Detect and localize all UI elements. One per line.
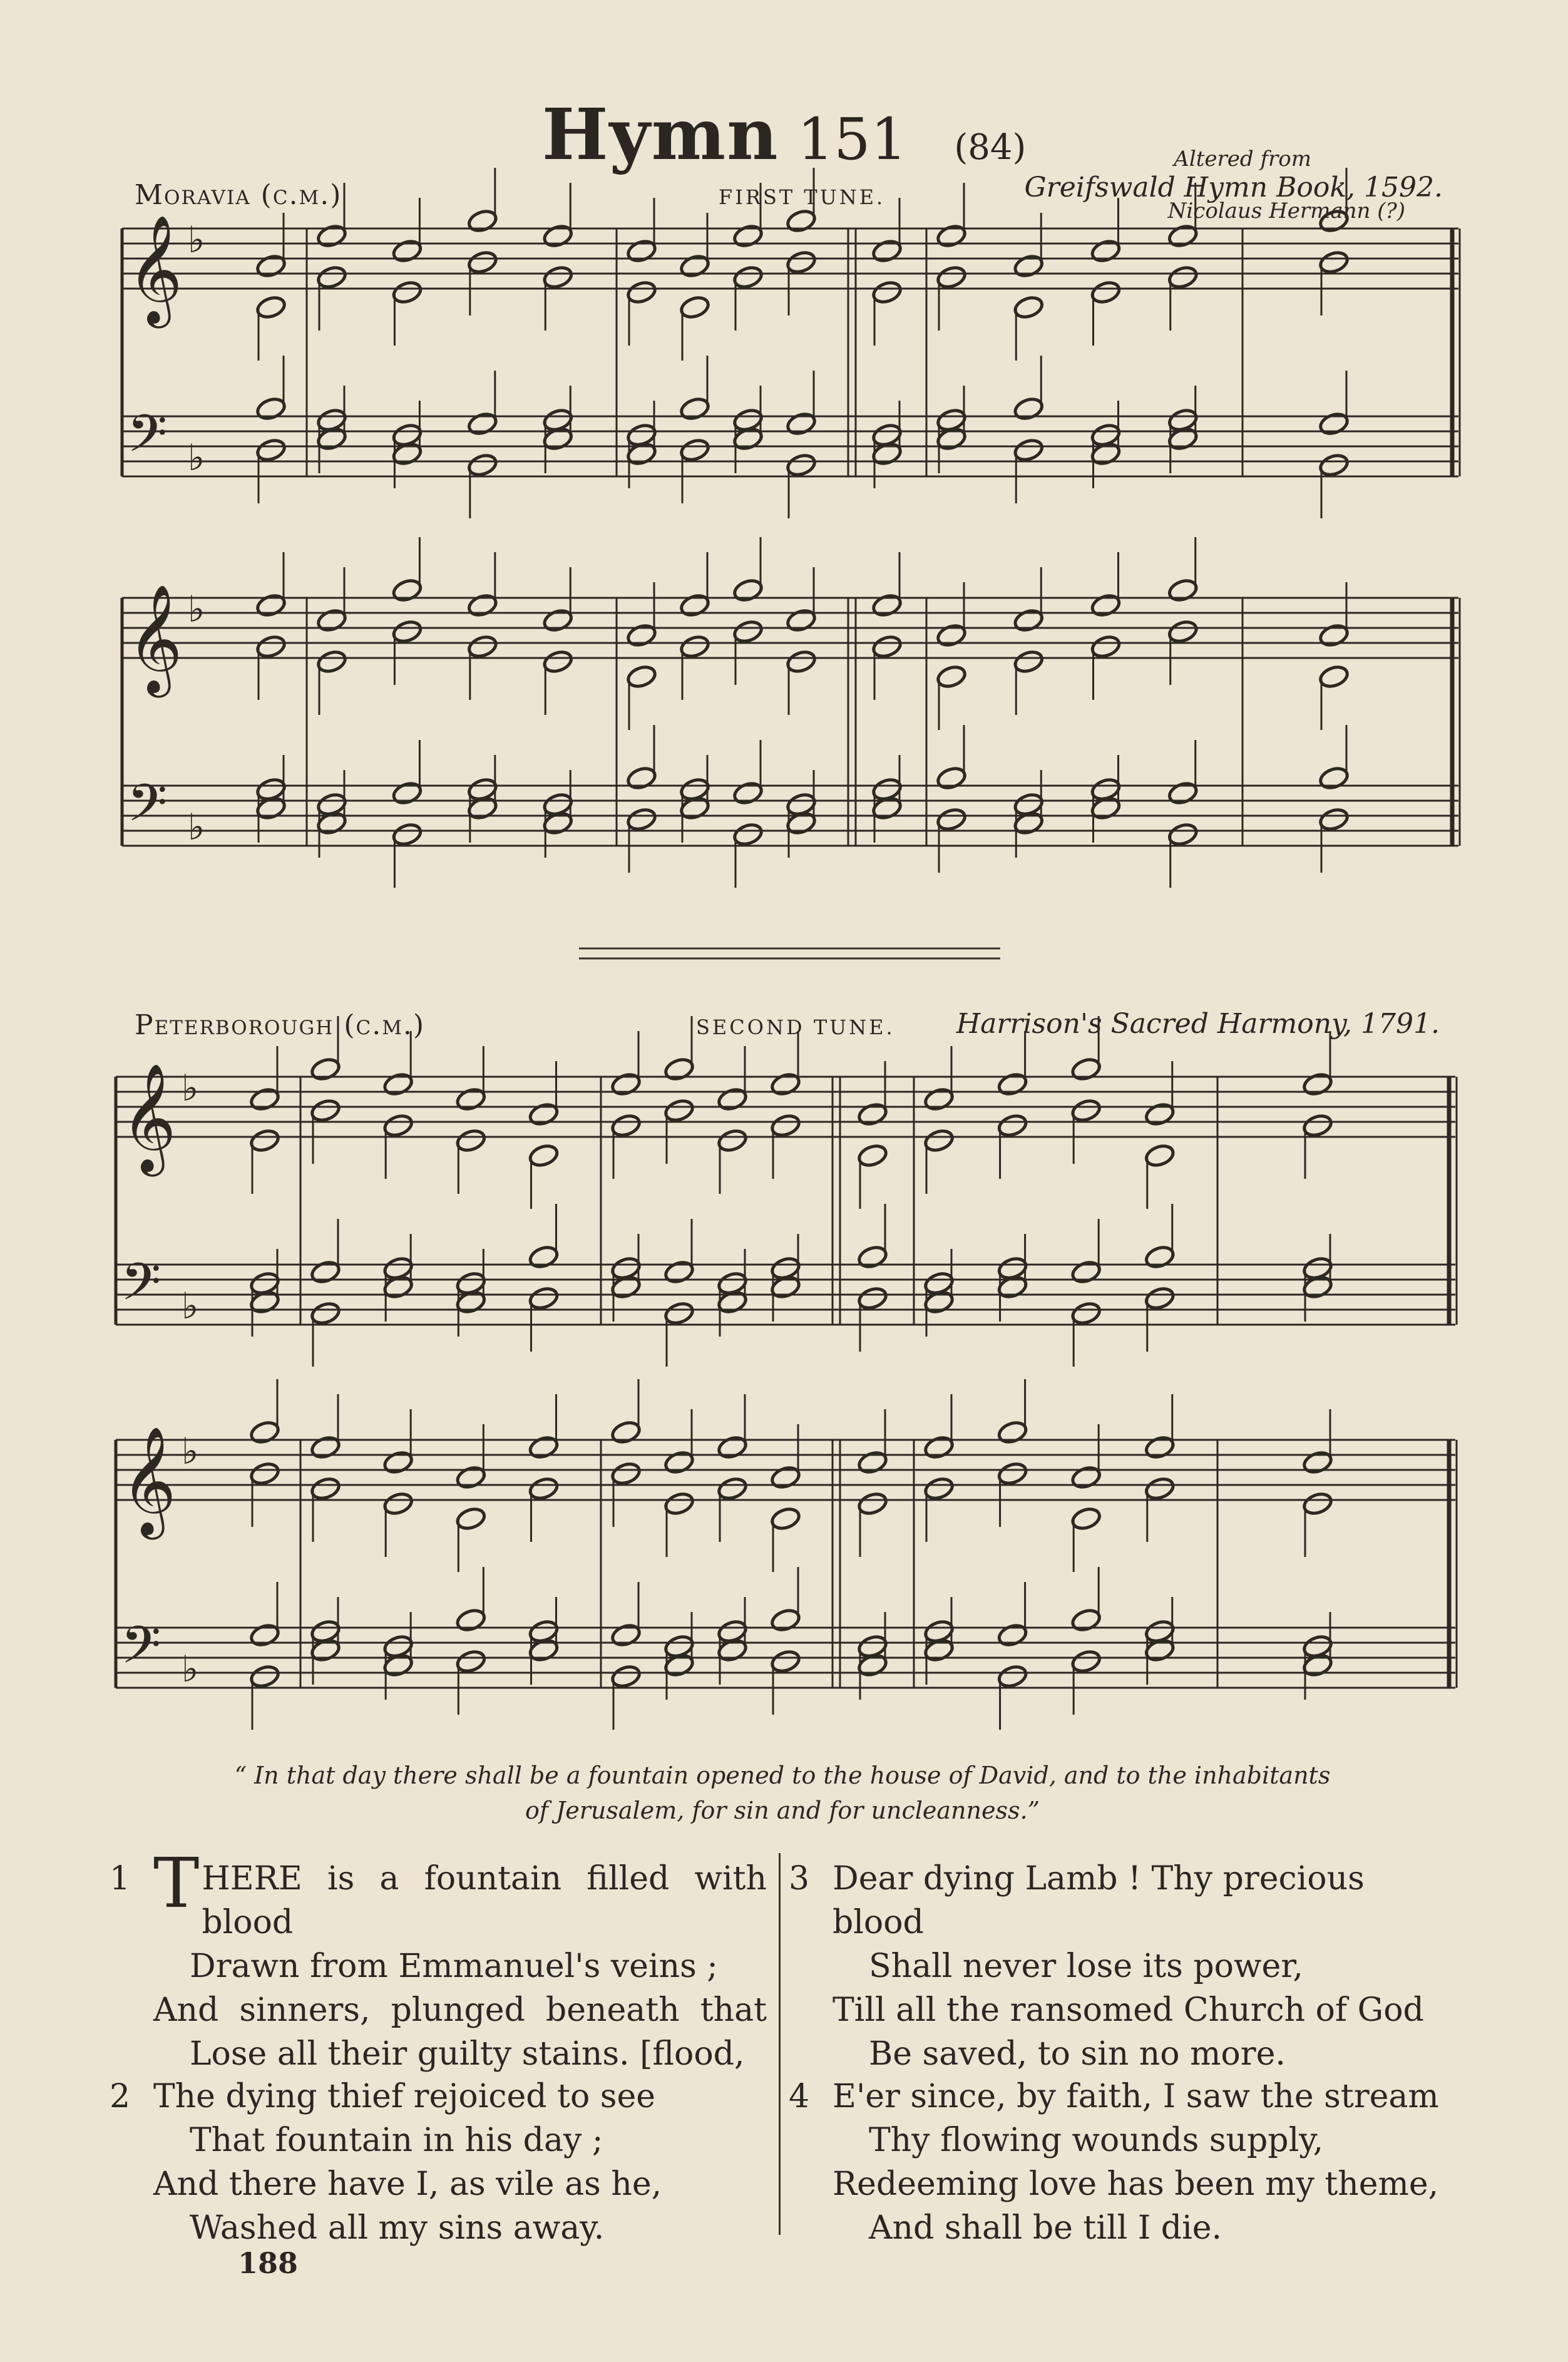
note-head	[1318, 411, 1350, 436]
verse-1	[110, 1843, 767, 2076]
hymn-alt-number: (84)	[954, 127, 1027, 168]
note-head	[997, 1071, 1028, 1097]
note-head	[936, 223, 968, 249]
note-head	[664, 1633, 695, 1659]
tune-1-source-line-2: Greifswald Hymn Book, 1592.	[1024, 172, 1443, 203]
note-head	[528, 1142, 560, 1168]
note-head	[466, 452, 498, 478]
flat-icon: ♭	[182, 1067, 199, 1109]
verse-1-number: 1	[110, 1860, 131, 1897]
note-head	[786, 607, 817, 633]
note-head	[528, 1618, 560, 1644]
verse-2	[110, 2075, 767, 2250]
note-head	[466, 249, 498, 275]
note-head	[936, 407, 968, 433]
note-head	[610, 1255, 642, 1281]
note-head	[1302, 1255, 1334, 1281]
note-head	[455, 1086, 487, 1112]
note-head	[732, 223, 764, 249]
note-head	[455, 1506, 487, 1531]
note-head	[249, 1270, 281, 1296]
tune-2-source: Harrison's Sacred Harmony, 1791.	[956, 1008, 1440, 1040]
note-head	[1144, 1101, 1176, 1127]
note-head	[542, 407, 574, 433]
note-head	[455, 1127, 487, 1153]
treble-clef-icon: 𝄞	[121, 1426, 177, 1535]
note-head	[923, 1086, 955, 1112]
note-head	[1013, 437, 1045, 463]
note-head	[1070, 1300, 1102, 1326]
note-head	[542, 791, 574, 817]
note-head	[871, 592, 903, 618]
note-head	[255, 592, 287, 618]
note-head	[1144, 1476, 1176, 1501]
note-head	[786, 791, 817, 817]
note-head	[923, 1618, 955, 1644]
note-head	[466, 634, 498, 659]
note-head	[1013, 649, 1045, 674]
note-head	[455, 1270, 487, 1296]
verse-1-line-3: And sinners, plunged beneath that	[153, 1991, 767, 2029]
bass-clef-icon: 𝄢	[121, 1251, 161, 1325]
verse-3-number: 3	[789, 1860, 810, 1897]
note-head	[626, 622, 658, 648]
note-head	[542, 223, 574, 249]
note-head	[528, 1285, 560, 1311]
verse-3-line-1: Dear dying Lamb ! Thy precious blood	[833, 1860, 1365, 1941]
note-head	[1070, 1648, 1102, 1674]
note-head	[679, 776, 711, 802]
tune-2-label: SECOND TUNE.	[696, 1015, 895, 1039]
note-head	[1167, 821, 1199, 847]
note-head	[1070, 1097, 1102, 1123]
note-head	[717, 1476, 749, 1501]
note-head	[249, 1622, 281, 1648]
note-head	[770, 1112, 802, 1138]
note-head	[923, 1434, 955, 1460]
note-head	[528, 1101, 560, 1127]
note-head	[1013, 396, 1045, 421]
page-number: 188	[238, 2246, 299, 2280]
note-head	[316, 223, 348, 249]
note-head	[770, 1506, 802, 1531]
note-head	[770, 1607, 802, 1633]
note-head	[466, 592, 498, 618]
note-head	[1013, 294, 1045, 320]
note-head	[770, 1071, 802, 1097]
note-head	[1013, 607, 1045, 633]
note-head	[316, 649, 348, 674]
note-head	[1070, 1506, 1102, 1531]
note-head	[857, 1449, 889, 1475]
note-head	[391, 821, 423, 847]
note-head	[770, 1255, 802, 1281]
verse-2-line-2: That fountain in his day ;	[190, 2122, 603, 2159]
note-head	[871, 776, 903, 802]
note-head	[857, 1244, 889, 1270]
column-divider	[779, 1853, 781, 2235]
note-head	[255, 634, 287, 659]
note-head	[717, 1086, 749, 1112]
note-head	[249, 1127, 281, 1153]
note-head	[249, 1461, 281, 1486]
note-head	[770, 1648, 802, 1674]
note-head	[1302, 1449, 1334, 1475]
note-head	[310, 1259, 342, 1285]
note-head	[310, 1056, 342, 1082]
note-head	[1318, 806, 1350, 832]
note-head	[997, 1461, 1028, 1486]
note-head	[255, 437, 287, 463]
note-head	[391, 619, 423, 644]
bass-clef-icon: 𝄢	[121, 1615, 161, 1688]
verse-4-line-3: Redeeming love has been my theme,	[833, 2165, 1439, 2203]
note-head	[1090, 776, 1122, 802]
note-head	[382, 1255, 414, 1281]
scripture-line-2: of Jerusalem, for sin and for uncleanness.”	[525, 1797, 1040, 1824]
note-head	[255, 776, 287, 802]
treble-clef-icon: 𝄞	[127, 584, 183, 693]
note-head	[455, 1464, 487, 1490]
note-head	[1090, 634, 1122, 659]
note-head	[1070, 1056, 1102, 1082]
note-head	[997, 1112, 1028, 1138]
note-head	[717, 1434, 749, 1460]
note-head	[1013, 791, 1045, 817]
note-head	[610, 1461, 642, 1486]
verse-2-number: 2	[110, 2078, 131, 2115]
bass-clef-icon: 𝄢	[127, 403, 168, 476]
treble-clef-icon: 𝄞	[127, 215, 183, 324]
verse-1-dropcap: T	[153, 1843, 200, 1923]
note-head	[717, 1270, 749, 1296]
note-head	[382, 1112, 414, 1138]
scripture-quote	[156, 1758, 1408, 1828]
note-head	[936, 664, 968, 689]
note-head	[626, 279, 658, 305]
note-head	[466, 208, 498, 234]
flat-icon: ♭	[182, 1648, 199, 1690]
note-head	[786, 452, 817, 478]
note-head	[857, 1633, 889, 1659]
note-head	[923, 1270, 955, 1296]
verse-3-line-4: Be saved, to sin no more.	[869, 2035, 1286, 2073]
verse-4-line-4: And shall be till I die.	[869, 2209, 1222, 2247]
note-head	[255, 396, 287, 421]
note-head	[249, 1086, 281, 1112]
note-head	[732, 264, 764, 290]
note-head	[871, 634, 903, 659]
note-head	[679, 592, 711, 618]
note-head	[382, 1071, 414, 1097]
verse-1-line-2: Drawn from Emmanuel's veins ;	[190, 1948, 718, 1985]
tune-1-source-line-3: Nicolaus Hermann (?)	[1167, 198, 1405, 223]
note-head	[528, 1434, 560, 1460]
note-head	[249, 1419, 281, 1445]
note-head	[1302, 1633, 1334, 1659]
note-head	[626, 238, 658, 264]
note-head	[391, 238, 423, 264]
verse-3-line-3: Till all the ransomed Church of God	[833, 1991, 1424, 2029]
note-head	[732, 821, 764, 847]
hymn-number: 151	[797, 106, 908, 173]
note-head	[1144, 1618, 1176, 1644]
bass-clef-icon: 𝄢	[127, 773, 168, 846]
flat-icon: ♭	[188, 218, 205, 261]
note-head	[316, 607, 348, 633]
note-head	[857, 1285, 889, 1311]
note-head	[626, 422, 658, 448]
note-head	[542, 607, 574, 633]
note-head	[466, 776, 498, 802]
note-head	[310, 1476, 342, 1501]
verse-4-number: 4	[789, 2078, 810, 2115]
note-head	[455, 1648, 487, 1674]
note-head	[1167, 407, 1199, 433]
note-head	[310, 1097, 342, 1123]
note-head	[1167, 223, 1199, 249]
flat-icon: ♭	[188, 588, 205, 630]
note-head	[923, 1476, 955, 1501]
note-head	[626, 806, 658, 832]
note-head	[936, 264, 968, 290]
note-head	[382, 1449, 414, 1475]
note-head	[610, 1622, 642, 1648]
note-head	[391, 577, 423, 603]
tune-1-name: Moravia (c.m.)	[135, 179, 342, 211]
hymn-label: Hymn	[541, 94, 779, 176]
note-head	[786, 649, 817, 674]
note-head	[936, 806, 968, 832]
note-head	[626, 765, 658, 791]
note-head	[664, 1300, 695, 1326]
note-head	[391, 780, 423, 806]
note-head	[528, 1244, 560, 1270]
note-head	[310, 1434, 342, 1460]
note-head	[1318, 765, 1350, 791]
note-head	[528, 1476, 560, 1501]
note-head	[997, 1419, 1028, 1445]
note-head	[857, 1491, 889, 1516]
note-head	[610, 1112, 642, 1138]
note-head	[679, 634, 711, 659]
note-head	[732, 619, 764, 644]
note-head	[391, 279, 423, 305]
note-head	[1144, 1244, 1176, 1270]
note-head	[664, 1097, 695, 1123]
tune-1-source-line-1: Altered from	[1174, 146, 1311, 172]
note-head	[610, 1071, 642, 1097]
flat-icon: ♭	[188, 436, 205, 479]
note-head	[1167, 619, 1199, 644]
note-head	[249, 1663, 281, 1689]
note-head	[1070, 1464, 1102, 1490]
note-head	[1302, 1071, 1334, 1097]
note-head	[1090, 238, 1122, 264]
verse-3-line-2: Shall never lose its power,	[869, 1948, 1303, 1985]
note-head	[717, 1618, 749, 1644]
note-head	[542, 264, 574, 290]
note-head	[1167, 577, 1199, 603]
note-head	[626, 664, 658, 689]
note-head	[679, 253, 711, 279]
note-head	[770, 1464, 802, 1490]
note-head	[857, 1142, 889, 1168]
scripture-line-1: “ In that day there shall be a fountain opened to the house of David, and to the inhabitants	[234, 1762, 1331, 1789]
tune-1-label: FIRST TUNE.	[719, 185, 886, 209]
note-head	[1090, 422, 1122, 448]
note-head	[1144, 1434, 1176, 1460]
note-head	[1318, 664, 1350, 689]
flat-icon: ♭	[182, 1285, 199, 1327]
note-head	[857, 1101, 889, 1127]
verse-4-line-1: E'er since, by faith, I saw the stream	[833, 2078, 1439, 2115]
note-head	[1167, 780, 1199, 806]
verse-4	[789, 2075, 1458, 2250]
note-head	[936, 765, 968, 791]
note-head	[1090, 279, 1122, 305]
verse-2-line-3: And there have I, as vile as he,	[153, 2165, 662, 2203]
note-head	[871, 279, 903, 305]
note-head	[610, 1663, 642, 1689]
note-head	[1090, 592, 1122, 618]
note-head	[871, 422, 903, 448]
note-head	[997, 1663, 1028, 1689]
note-head	[255, 294, 287, 320]
note-head	[786, 249, 817, 275]
note-head	[1318, 249, 1350, 275]
note-head	[923, 1127, 955, 1153]
note-head	[382, 1491, 414, 1516]
verse-1-line-1: HERE is a fountain filled with blood	[202, 1860, 767, 1941]
note-head	[679, 396, 711, 421]
note-head	[664, 1491, 695, 1516]
note-head	[316, 264, 348, 290]
note-head	[1318, 622, 1350, 648]
note-head	[466, 411, 498, 436]
note-head	[717, 1127, 749, 1153]
note-head	[391, 422, 423, 448]
note-head	[610, 1419, 642, 1445]
note-head	[679, 294, 711, 320]
note-head	[1302, 1112, 1334, 1138]
note-head	[1318, 208, 1350, 234]
note-head	[310, 1300, 342, 1326]
note-head	[732, 780, 764, 806]
note-head	[1144, 1285, 1176, 1311]
note-head	[1013, 253, 1045, 279]
note-head	[382, 1633, 414, 1659]
note-head	[664, 1056, 695, 1082]
note-head	[310, 1618, 342, 1644]
note-head	[255, 253, 287, 279]
note-head	[679, 437, 711, 463]
flat-icon: ♭	[182, 1430, 199, 1472]
note-head	[1070, 1259, 1102, 1285]
note-head	[786, 411, 817, 436]
flat-icon: ♭	[188, 806, 205, 848]
note-head	[542, 649, 574, 674]
note-head	[786, 208, 817, 234]
note-head	[316, 407, 348, 433]
note-head	[664, 1259, 695, 1285]
note-head	[1167, 264, 1199, 290]
note-head	[997, 1255, 1028, 1281]
verse-3	[789, 1857, 1458, 2076]
verse-2-line-4: Washed all my sins away.	[190, 2209, 605, 2247]
note-head	[664, 1449, 695, 1475]
note-head	[1302, 1491, 1334, 1516]
tune-2-name: Peterborough (c.m.)	[135, 1009, 426, 1041]
verse-2-line-1: The dying thief rejoiced to see	[153, 2078, 656, 2115]
note-head	[455, 1607, 487, 1633]
treble-clef-icon: 𝄞	[121, 1063, 177, 1172]
note-head	[732, 577, 764, 603]
note-head	[997, 1622, 1028, 1648]
note-head	[871, 238, 903, 264]
note-head	[1144, 1142, 1176, 1168]
note-head	[1318, 452, 1350, 478]
note-head	[1070, 1607, 1102, 1633]
note-head	[732, 407, 764, 433]
verse-4-line-2: Thy flowing wounds supply,	[869, 2122, 1324, 2159]
verse-1-line-4: Lose all their guilty stains. [flood,	[190, 2035, 745, 2073]
note-head	[936, 622, 968, 648]
note-head	[316, 791, 348, 817]
